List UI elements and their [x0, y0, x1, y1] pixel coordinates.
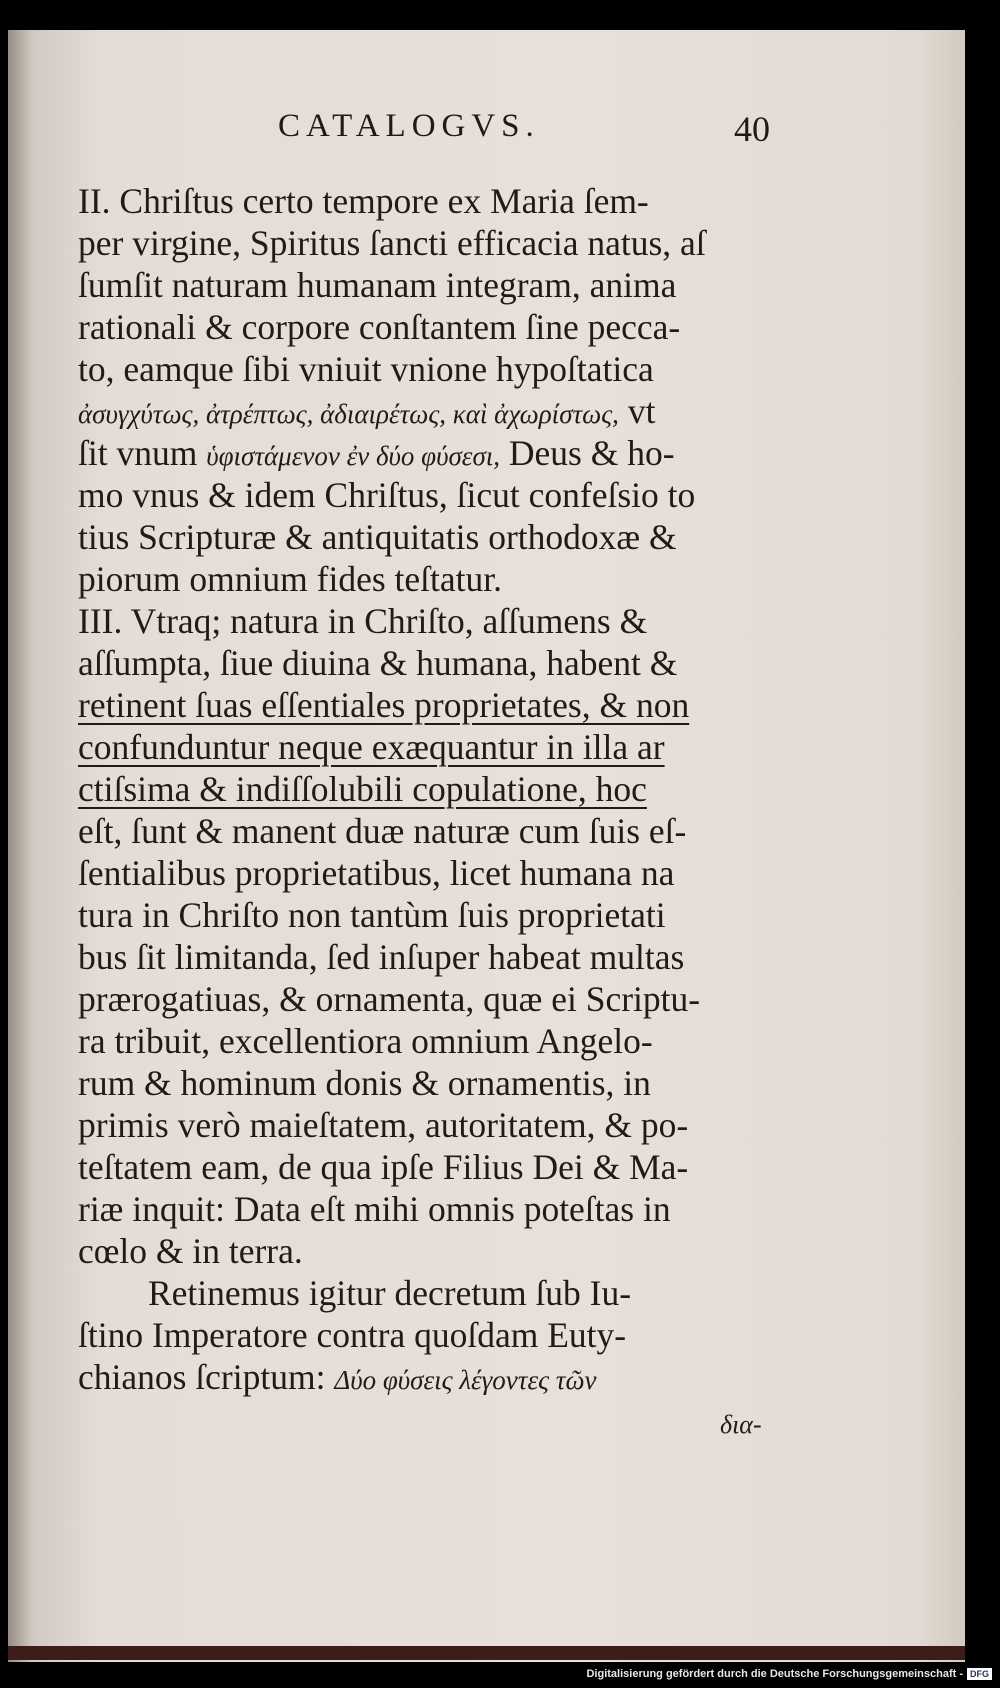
- body-text: [78, 180, 798, 1398]
- text-line: bus ſit limitanda, ſed inſuper habeat multas: [78, 937, 685, 977]
- text-line: tius Scripturæ & antiquitatis orthodoxæ &: [78, 517, 677, 557]
- text-line: teſtatem eam, de qua ipſe Filius Dei & Ma-: [78, 1147, 689, 1187]
- text-line: to, eamque ſibi vniuit vnione hypoſtatica: [78, 349, 654, 389]
- latin-phrase: ſit vnum: [78, 433, 198, 473]
- underlined-text-line: confunduntur neque exæquantur in illa ar: [78, 727, 665, 767]
- catchword: δια-: [720, 1410, 762, 1439]
- credit-text: Digitalisierung gefördert durch die Deutsche Forschungsgemeinschaft -: [586, 1668, 963, 1680]
- underlined-text-line: retinent ſuas eſſentiales proprietates, & non: [78, 685, 690, 725]
- text-line: per virgine, Spiritus ſancti efficacia natus, aſ: [78, 223, 706, 263]
- text-line: ſentialibus proprietatibus, licet humana na: [78, 853, 675, 893]
- underlined-text-line: ctiſsima & indiſſolubili copulatione, hoc: [78, 769, 647, 809]
- text-line: III. Vtraq; natura in Chriſto, aſſumens &: [78, 601, 648, 641]
- text-line: primis verò maieſtatem, autoritatem, & po-: [78, 1105, 689, 1145]
- mixed-text-line: [78, 432, 798, 474]
- latin-phrase: chianos ſcriptum:: [78, 1357, 326, 1397]
- mixed-text-line: [78, 1356, 798, 1398]
- text-line: ſtino Imperatore contra quoſdam Euty-: [78, 1315, 627, 1355]
- running-title: CATALOGVS.: [278, 108, 540, 144]
- text-line: ſumſit naturam humanam integram, anima: [78, 265, 677, 305]
- greek-phrase: ἀσυγχύτως, ἀτρέπτως, ἀδιαιρέτως, καὶ ἀχωρίστως,: [78, 399, 619, 429]
- greek-phrase: Δύο φύσεις λέγοντες τῶν: [334, 1365, 597, 1395]
- text-line: rationali & corpore conſtantem ſine pecca-: [78, 307, 681, 347]
- latin-phrase: Deus & ho-: [508, 433, 675, 473]
- digitization-credit: [586, 1668, 992, 1680]
- text-line: mo vnus & idem Chriſtus, ſicut confeſsio to: [78, 475, 696, 515]
- book-page: [8, 30, 965, 1662]
- text-line: tura in Chriſto non tantùm ſuis proprietati: [78, 895, 666, 935]
- text-line: cœlo & in terra.: [78, 1231, 303, 1271]
- text-line: aſſumpta, ſiue diuina & humana, habent &: [78, 643, 678, 683]
- greek-phrase: ὑφιστάμενον ἐν δύο φύσεσι,: [206, 441, 501, 471]
- text-line: Retinemus igitur decretum ſub Iu-: [148, 1273, 632, 1313]
- greek-text-line: [78, 390, 798, 432]
- text-line: ra tribuit, excellentiora omnium Angelo-: [78, 1021, 653, 1061]
- latin-word: vt: [627, 391, 656, 431]
- text-line: prærogatiuas, & ornamenta, quæ ei Scriptu-: [78, 979, 701, 1019]
- text-line: rum & hominum donis & ornamentis, in: [78, 1063, 651, 1103]
- text-line: piorum omnium fides teſtatur.: [78, 559, 502, 599]
- text-line: riæ inquit: Data eſt mihi omnis poteſtas in: [78, 1189, 671, 1229]
- text-line: eſt, ſunt & manent duæ naturæ cum ſuis eſ-: [78, 811, 687, 851]
- dfg-logo: DFG: [967, 1668, 992, 1680]
- text-line: II. Chriſtus certo tempore ex Maria ſem-: [78, 181, 649, 221]
- page-edge-band: [8, 1646, 965, 1660]
- page-number: 40: [734, 109, 770, 149]
